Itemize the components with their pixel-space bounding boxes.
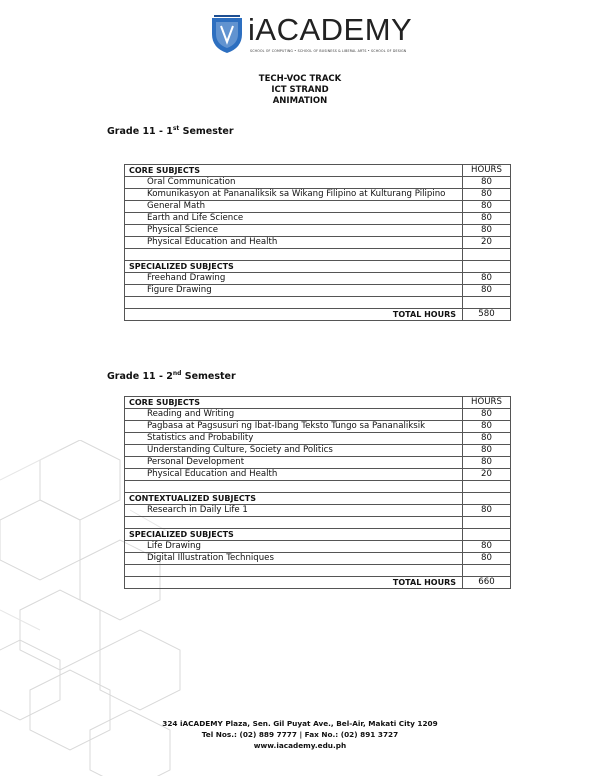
subject-hours: 80 — [463, 433, 511, 445]
subject-name: Personal Development — [125, 457, 463, 469]
total-row — [125, 577, 511, 589]
subject-name: Reading and Writing — [125, 409, 463, 421]
table-row — [125, 421, 511, 433]
shield-crest-icon — [210, 14, 244, 54]
table-section-row — [125, 261, 511, 273]
subject-hours: 80 — [463, 189, 511, 201]
total-hours-label: TOTAL HOURS — [125, 577, 463, 589]
table-row — [125, 177, 511, 189]
hours-header: HOURS — [463, 165, 511, 177]
track-heading — [0, 74, 600, 107]
subject-name: Figure Drawing — [125, 285, 463, 297]
subject-hours: 80 — [463, 213, 511, 225]
semester-2-table — [124, 396, 511, 589]
table-row — [125, 433, 511, 445]
subject-hours: 80 — [463, 273, 511, 285]
semester-1-table — [124, 164, 511, 321]
subject-name: Research in Daily Life 1 — [125, 505, 463, 517]
table-section-row — [125, 529, 511, 541]
footer-contact — [0, 718, 600, 751]
total-row — [125, 309, 511, 321]
specialized-subjects-header: SPECIALIZED SUBJECTS — [125, 529, 463, 541]
footer-phone: Tel Nos.: (02) 889 7777 | Fax No.: (02) 891 3727 — [201, 730, 399, 739]
table-row — [125, 457, 511, 469]
table-row — [125, 409, 511, 421]
strand-line: ICT STRAND — [271, 85, 329, 95]
table-row — [125, 189, 511, 201]
table-section-row — [125, 493, 511, 505]
subject-name: General Math — [125, 201, 463, 213]
subject-hours: 20 — [463, 469, 511, 481]
subject-hours: 80 — [463, 505, 511, 517]
contextualized-subjects-header: CONTEXTUALIZED SUBJECTS — [125, 493, 463, 505]
total-hours-value: 580 — [463, 309, 511, 321]
subject-hours: 80 — [463, 541, 511, 553]
table-header-row — [125, 397, 511, 409]
table-row — [125, 237, 511, 249]
blank-row — [125, 249, 511, 261]
subject-name: Oral Communication — [125, 177, 463, 189]
subject-hours: 80 — [463, 225, 511, 237]
table-row — [125, 505, 511, 517]
subject-hours: 80 — [463, 421, 511, 433]
subject-name: Physical Education and Health — [125, 469, 463, 481]
semester-2-title: Grade 11 - 2nd Semester — [107, 370, 236, 383]
table-row — [125, 285, 511, 297]
subject-name: Life Drawing — [125, 541, 463, 553]
track-line: TECH-VOC TRACK — [258, 74, 342, 84]
subject-hours: 20 — [463, 237, 511, 249]
school-logo — [210, 12, 413, 60]
subject-name: Statistics and Probability — [125, 433, 463, 445]
table-row — [125, 445, 511, 457]
subject-hours: 80 — [463, 457, 511, 469]
table-row — [125, 273, 511, 285]
core-subjects-header: CORE SUBJECTS — [125, 397, 463, 409]
table-row — [125, 553, 511, 565]
subject-hours: 80 — [463, 177, 511, 189]
subject-hours: 80 — [463, 553, 511, 565]
specialization-line: ANIMATION — [272, 96, 328, 106]
table-row — [125, 541, 511, 553]
subject-hours: 80 — [463, 445, 511, 457]
blank-row — [125, 517, 511, 529]
semester-1-title: Grade 11 - 1st Semester — [107, 125, 234, 138]
blank-row — [125, 481, 511, 493]
subject-name: Physical Education and Health — [125, 237, 463, 249]
table-header-row — [125, 165, 511, 177]
blank-row — [125, 297, 511, 309]
core-subjects-header: CORE SUBJECTS — [125, 165, 463, 177]
specialized-subjects-header: SPECIALIZED SUBJECTS — [125, 261, 463, 273]
subject-name: Komunikasyon at Pananaliksik sa Wikang Filipino at Kulturang Pilipino — [125, 189, 463, 201]
logo-tagline: SCHOOL OF COMPUTING • SCHOOL OF BUSINESS & LIBERAL ARTS • SCHOOL OF DESIGN — [250, 49, 407, 53]
total-hours-label: TOTAL HOURS — [125, 309, 463, 321]
table-row — [125, 225, 511, 237]
subject-name: Pagbasa at Pagsusuri ng Ibat-Ibang Teksto Tungo sa Pananaliksik — [125, 421, 463, 433]
subject-hours: 80 — [463, 201, 511, 213]
subject-name: Digital Illustration Techniques — [125, 553, 463, 565]
footer-website: www.iacademy.edu.ph — [253, 741, 347, 750]
subject-hours: 80 — [463, 285, 511, 297]
subject-name: Understanding Culture, Society and Politics — [125, 445, 463, 457]
hours-header: HOURS — [463, 397, 511, 409]
subject-name: Physical Science — [125, 225, 463, 237]
footer-address: 324 iACADEMY Plaza, Sen. Gil Puyat Ave., Bel-Air, Makati City 1209 — [162, 719, 438, 728]
subject-name: Earth and Life Science — [125, 213, 463, 225]
blank-row — [125, 565, 511, 577]
subject-hours: 80 — [463, 409, 511, 421]
table-row — [125, 201, 511, 213]
subject-name: Freehand Drawing — [125, 273, 463, 285]
table-row — [125, 213, 511, 225]
logo-wordmark: iACADEMY — [248, 12, 413, 47]
total-hours-value: 660 — [463, 577, 511, 589]
table-row — [125, 469, 511, 481]
